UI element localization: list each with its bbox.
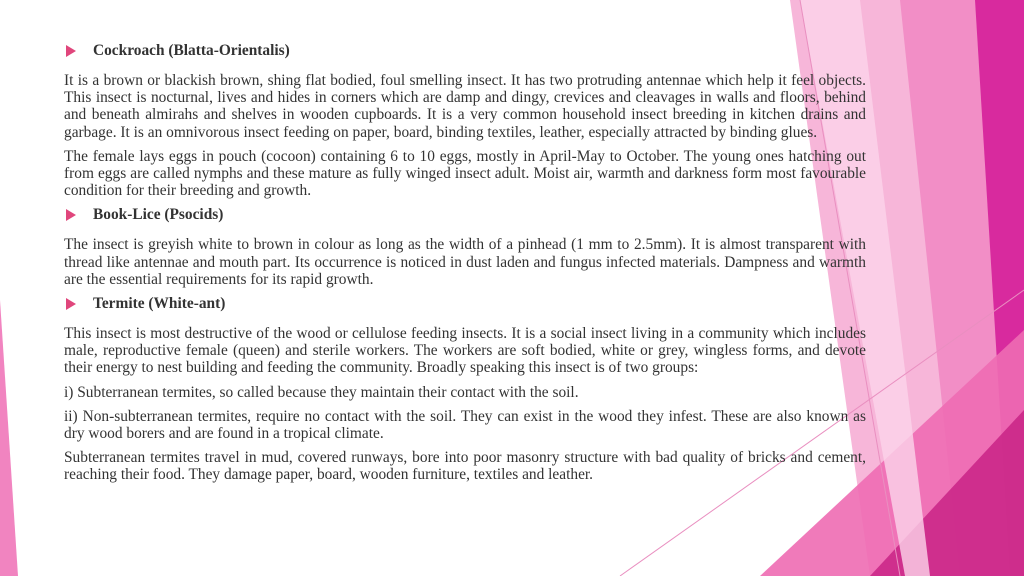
paragraph-termite-damage: Subterranean termites travel in mud, covered runways, bore into poor masonry structure with bad quality of bricks and cement, reaching their food. They damage paper, board, wooden furniture, textiles and leather. xyxy=(64,449,866,484)
triangle-bullet-icon xyxy=(66,209,76,221)
paragraph-cockroach-description: It is a brown or blackish brown, shing flat bodied, foul smelling insect. It has two protruding antennae which help it feel objects. This insect is nocturnal, lives and hides in corners which are damp and dingy, crevices and cleavages in walls and floors, behind and beneath almirahs and shelves in wooden cupboards. It is a very common household insect breeding in kitchen drains and garbage. It is an omnivorous insect feeding on paper, board, binding textiles, leather, especially attracted by binding glues. xyxy=(64,72,866,141)
triangle-bullet-icon xyxy=(66,298,76,310)
triangle-bullet-icon xyxy=(66,45,76,57)
paragraph-book-lice-description: The insect is greyish white to brown in colour as long as the width of a pinhead (1 mm to 2.5mm). It is almost transparent with thread like antennae and mouth part. Its occurrence is noticed in dust laden and fungus infected materials. Dampness and warmth are the essential requirements for its rapid growth. xyxy=(64,236,866,288)
paragraph-non-subterranean-termites: ii) Non-subterranean termites, require no contact with the soil. They can exist in the wood they infest. These are also known as dry wood borers and are found in a tropical climate. xyxy=(64,407,866,443)
left-pink-sliver xyxy=(0,300,18,576)
heading-termite xyxy=(64,295,866,313)
heading-book-lice xyxy=(64,206,866,224)
heading-text: Termite (White-ant) xyxy=(93,295,226,313)
heading-cockroach xyxy=(64,42,866,60)
slide-body xyxy=(64,42,866,491)
paragraph-cockroach-breeding: The female lays eggs in pouch (cocoon) containing 6 to 10 eggs, mostly in April-May to October. The young ones hatching out from eggs are called nymphs and these mature as fully winged insect adult. Moist air, warmth and darkness form most favourable condition for their breeding and growth. xyxy=(64,147,866,200)
paragraph-subterranean-termites: i) Subterranean termites, so called because they maintain their contact with the soil. xyxy=(64,383,579,401)
heading-text: Cockroach (Blatta-Orientalis) xyxy=(93,42,290,59)
paragraph-termite-description: This insect is most destructive of the wood or cellulose feeding insects. It is a social insect living in a community which includes male, reproductive female (queen) and sterile workers. The workers are soft bodied, white or grey, wingless forms, and devote their energy to nest building and feeding the community. Broadly speaking this insect is of two groups: xyxy=(64,325,866,377)
heading-text: Book-Lice (Psocids) xyxy=(93,206,224,224)
